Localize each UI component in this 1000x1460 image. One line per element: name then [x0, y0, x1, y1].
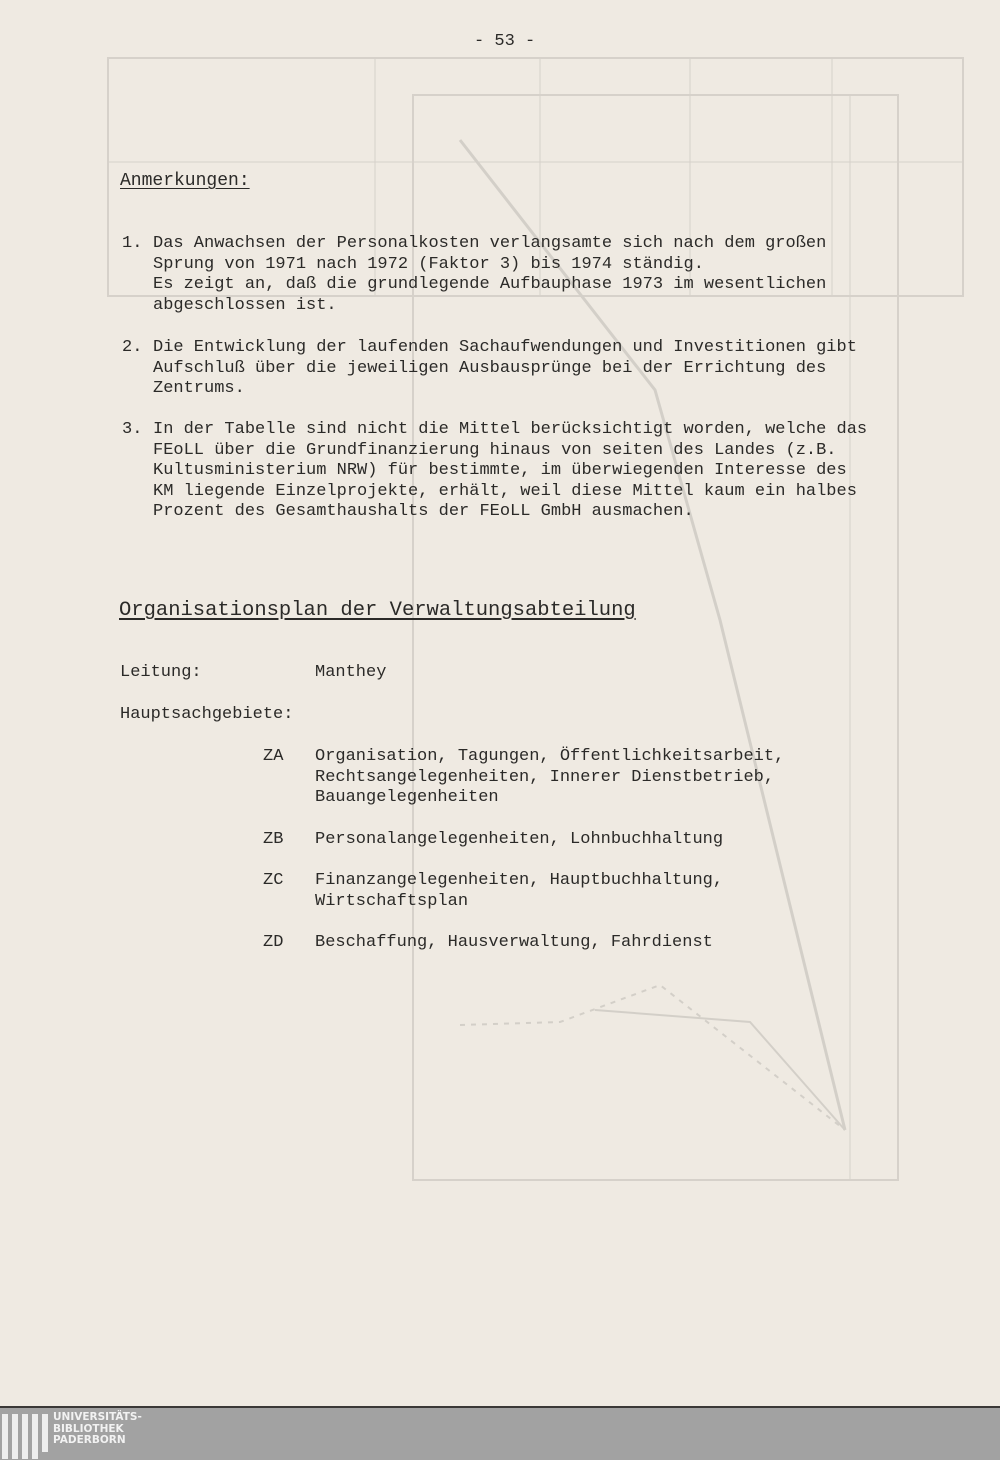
note-line: Sprung von 1971 nach 1972 (Faktor 3) bis 1974 ständig.	[153, 254, 704, 274]
library-footer	[0, 1406, 1000, 1460]
note-line: Aufschluß über die jeweiligen Ausbausprünge bei der Errichtung des	[153, 358, 827, 378]
area-code: ZC	[263, 871, 284, 890]
leitung-value: Manthey	[315, 663, 387, 682]
area-line: Organisation, Tagungen, Öffentlichkeitsarbeit,	[315, 747, 785, 766]
hauptsachgebiete-label: Hauptsachgebiete:	[120, 705, 294, 724]
leitung-label: Leitung:	[120, 663, 202, 682]
note-line: Kultusministerium NRW) für bestimmte, im überwiegenden Interesse des	[153, 461, 847, 480]
note-number: 1.	[122, 234, 143, 253]
note-number: 2.	[122, 338, 143, 357]
area-code: ZB	[263, 830, 284, 849]
area-line: Beschaffung, Hausverwaltung, Fahrdienst	[315, 933, 713, 952]
area-code: ZD	[263, 933, 284, 952]
area-code: ZA	[263, 747, 284, 766]
area-line: Rechtsangelegenheiten, Innerer Dienstbetrieb,	[315, 767, 775, 787]
note-number: 3.	[122, 420, 143, 439]
note-line: KM liegende Einzelprojekte, erhält, weil diese Mittel kaum ein halbes	[153, 481, 857, 501]
org-heading: Organisationsplan der Verwaltungsabteilung	[119, 599, 636, 622]
notes-heading: Anmerkungen:	[120, 171, 250, 191]
area-line: Wirtschaftsplan	[315, 891, 469, 911]
page-number: - 53 -	[474, 32, 536, 51]
note-line: Das Anwachsen der Personalkosten verlangsamte sich nach dem großen	[153, 234, 827, 253]
note-line: Prozent des Gesamthaushalts der FEoLL GmbH ausmachen.	[153, 502, 694, 521]
library-logo-icon	[2, 1414, 48, 1459]
note-line: FEoLL über die Grundfinanzierung hinaus von seiten des Landes (z.B.	[153, 440, 837, 460]
area-line: Finanzangelegenheiten, Hauptbuchhaltung,	[315, 871, 724, 890]
note-line: Es zeigt an, daß die grundlegende Aufbauphase 1973 im wesentlichen	[153, 275, 827, 294]
note-line: Die Entwicklung der laufenden Sachaufwendungen und Investitionen gibt	[153, 338, 857, 357]
library-logo-text: UNIVERSITÄTS- BIBLIOTHEK PADERBORN	[53, 1411, 142, 1446]
note-line: abgeschlossen ist.	[153, 295, 337, 315]
note-line: Zentrums.	[153, 379, 245, 398]
note-line: In der Tabelle sind nicht die Mittel berücksichtigt worden, welche das	[153, 420, 868, 439]
area-line: Personalangelegenheiten, Lohnbuchhaltung	[315, 830, 724, 849]
area-line: Bauangelegenheiten	[315, 788, 499, 807]
